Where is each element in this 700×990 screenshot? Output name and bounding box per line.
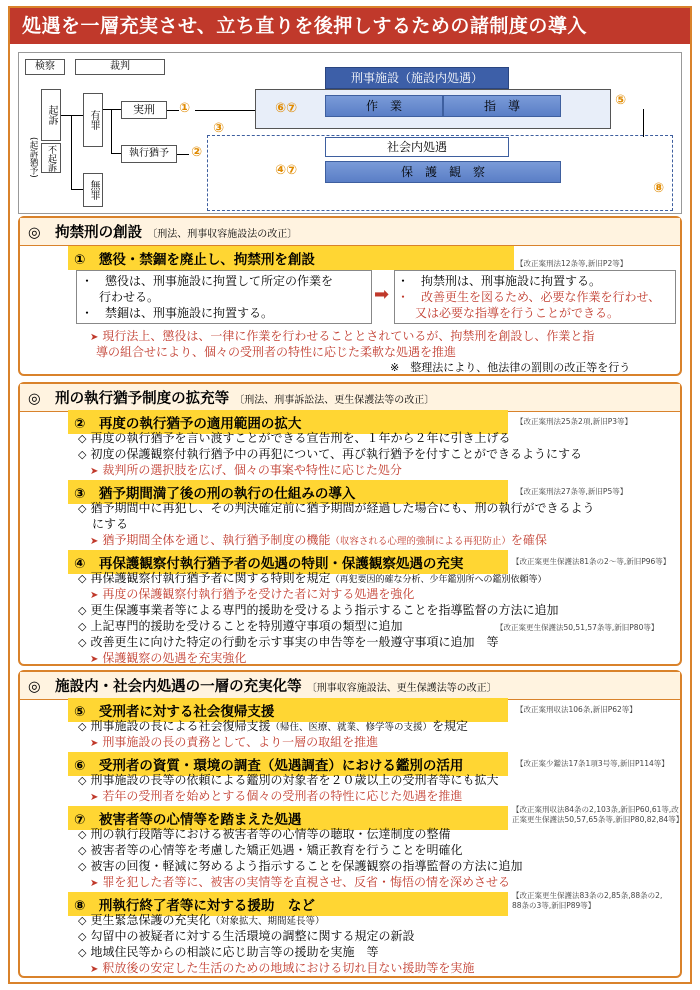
marker-3: ③	[213, 121, 225, 136]
item-2-3: ➤ 裁判所の選択肢を広げ、個々の事案や特性に応じた処分	[90, 463, 402, 477]
item-8-4: ➤ 釈放後の安定した生活のための地域における切れ目ない援助等を実施	[90, 961, 475, 975]
ref-6: 【改正案少鑑法17条1項3号等,新旧P114等】	[516, 759, 669, 768]
old-law-box	[76, 270, 372, 324]
item-4-2: ➤ 再度の保護観察付執行猶予を受けた者に対する処遇を強化	[90, 587, 415, 601]
section-shogu-title: ◎ 施設内・社会内処遇の一層の充実化等	[28, 679, 302, 695]
item-4-3: ◇ 更生保護事業者等による専門的援助を受けるよう指示することを指導監督の方法に追加	[78, 603, 559, 617]
item-5-1-text: 刑事施設の長による社会復帰支援	[90, 719, 271, 733]
shido-bar: 指 導	[443, 95, 561, 117]
item-2-1: ◇ 再度の執行猶予を言い渡すことができる宣告刑を、１年から２年に引き上げる	[78, 431, 511, 445]
item-4-6: ➤ 保護観察の処遇を充実強化	[90, 651, 247, 665]
item-3-1b: にする	[92, 517, 129, 531]
kensatsu-label: 検察	[25, 59, 65, 75]
item-2-3-text: 裁判所の選択肢を広げ、個々の事案や特性に応じた処分	[102, 463, 402, 477]
section-shikkouyuyo-title: ◎ 刑の執行猶予制度の拡充等	[28, 391, 230, 407]
item-2-2: ◇ 初度の保護観察付執行猶予中の再犯について、再び執行猶予を付すことができるようにする	[78, 447, 582, 461]
heading-2: ② 再度の執行猶予の適用範囲の拡大	[68, 410, 508, 434]
fukiso-sub: (起訴猶予)	[28, 137, 38, 178]
item-8-2: ◇ 勾留中の被疑者に対する生活環境の調整に関する規定の新設	[78, 929, 415, 943]
note-2: ※ 整理法により、他法律の罰則の改正等を行う	[390, 361, 631, 374]
ref-1: 【改正案刑法12条等,新旧P2等】	[516, 259, 628, 268]
section-shogu-law: 〔刑事収容施設法、更生保護法等の改正〕	[306, 683, 497, 694]
page-title: 処遇を一層充実させ、立ち直りを後押しするための諸制度の導入	[10, 8, 690, 44]
marker-47: ④⑦	[275, 163, 298, 178]
page-frame	[8, 6, 692, 984]
item-5-1: ◇ 刑事施設の長による社会復帰支援（帰住、医療、就業、修学等の支援）を規定	[78, 719, 469, 733]
item-8-1: ◇ 更生緊急保護の充実化（対象拡大、期間延長等）	[78, 913, 325, 927]
section-kokinkei	[18, 216, 682, 376]
item-2-1-text: 再度の執行猶予を言い渡すことができる宣告刑を、１年から２年に引き上げる	[90, 431, 511, 445]
section-shikkouyuyo-law: 〔刑法、刑事訴訟法、更生保護法等の改正〕	[234, 395, 435, 406]
item-8-3: ◇ 地域住民等からの相談に応じ助言等の援助を実施 等	[78, 945, 379, 959]
new-law-line-2b: 又は必要な指導を行うことができる。	[415, 306, 620, 320]
shikkouyuyo-box: 執行猶予	[121, 145, 177, 163]
sagyo-bar: 作 業	[325, 95, 443, 117]
ref-4: 【改正案更生保護法81条の2〜等,新旧P96等】	[512, 557, 671, 566]
item-7-1: ◇ 刑の執行段階等における被害者等の心情等の聴取・伝達制度の整備	[78, 827, 451, 841]
marker-8: ⑧	[653, 181, 665, 196]
heading-4: ④ 再保護観察付執行猶予者の処遇の特則・保護観察処遇の充実	[68, 550, 508, 574]
saiban-label: 裁判	[75, 59, 165, 75]
marker-67a: ⑥⑦	[275, 101, 298, 116]
item-4-1-sub: （再犯要因的確な分析、少年鑑別所への鑑別依頼等）	[330, 575, 547, 585]
ref-7: 【改正案刑収法84条の2,103条,新旧P60,61等,改	[512, 805, 679, 814]
section-shogu-heading	[20, 672, 680, 700]
section-kokinkei-law: 〔刑法、刑事収容施設法の改正〕	[147, 229, 298, 240]
old-law-line-1b: 行わせる。	[99, 290, 160, 304]
item-8-1-sub: （対象拡大、期間延長等）	[210, 916, 325, 927]
item-4-6-text: 保護観察の処遇を充実強化	[102, 651, 247, 665]
ref-8b: 88条の3等,新旧P89等】	[512, 901, 596, 910]
item-3-2-sub: （収容される心理的強制による再犯防止）	[330, 536, 511, 547]
item-7-2: ◇ 被害者等の心情等を考慮した矯正処遇・矯正教育を行うことを明確化	[78, 843, 463, 857]
item-7-4-text: 罪を犯した者等に、被害の実情等を直視させ、反省・悔悟の情を深めさせる	[102, 875, 511, 889]
section-shikkouyuyo	[18, 382, 682, 666]
item-4-4-text: 上記専門的援助を受けることを特別遵守事項の類型に追加	[90, 619, 403, 633]
jikkei-box: 実刑	[121, 101, 167, 119]
right-arrow-icon: ➡	[374, 284, 390, 305]
section-shogu	[18, 670, 682, 978]
heading-3: ③ 猶予期間満了後の刑の執行の仕組みの導入	[68, 480, 508, 504]
old-law-line-1: ・ 懲役は、刑事施設に拘置して所定の作業を	[81, 274, 334, 288]
ref-8: 【改正案更生保護法83条の2,85条,88条の2,	[512, 891, 663, 900]
ref-2: 【改正案刑法25条2項,新旧P3等】	[516, 417, 632, 426]
item-5-2: ➤ 刑事施設の長の責務として、より一層の取組を推進	[90, 735, 379, 749]
process-diagram	[18, 52, 682, 214]
item-3-2: ➤ 猶予期間全体を通じ、執行猶予制度の機能（収容される心理的強制による再犯防止）を確保	[90, 533, 547, 547]
item-6-2-text: 若年の受刑者を始めとする個々の受刑者の特性に応じた処遇を推進	[102, 789, 463, 803]
item-3-1-text: 猶予期間中に再犯し、その判決確定前に猶予期間が経過した場合にも、刑の執行ができるよう	[90, 501, 595, 515]
item-8-1-text: 更生緊急保護の充実化	[90, 913, 211, 927]
item-6-1: ◇ 刑事施設の長等の依頼による鑑別の対象者を２０歳以上の受刑者等にも拡大	[78, 773, 499, 787]
item-7-3: ◇ 被害の回復・軽減に努めるよう指示することを保護観察の指導監督の方法に追加	[78, 859, 523, 873]
old-law-line-2: ・ 禁錮は、刑事施設に拘置する。	[81, 306, 274, 320]
new-law-box	[394, 270, 676, 324]
marker-5: ⑤	[615, 93, 627, 108]
item-8-4-text: 釈放後の安定した生活のための地域における切れ目ない援助等を実施	[102, 961, 475, 975]
item-4-3-text: 更生保護事業者等による専門的援助を受けるよう指示することを指導監督の方法に追加	[90, 603, 559, 617]
item-6-1-text: 刑事施設の長等の依頼による鑑別の対象者を２０歳以上の受刑者等にも拡大	[90, 773, 499, 787]
marker-2: ②	[191, 145, 203, 160]
heading-5: ⑤ 受刑者に対する社会復帰支援	[68, 698, 508, 722]
note-1-text: 現行法上、懲役は、一律に作業を行わせることとされているが、拘禁刑を創設し、作業と指	[102, 329, 595, 343]
new-law-line-1: ・ 拘禁刑は、刑事施設に拘置する。	[397, 274, 602, 288]
item-6-2: ➤ 若年の受刑者を始めとする個々の受刑者の特性に応じた処遇を推進	[90, 789, 463, 803]
item-4-1: ◇ 再保護観察付執行猶予者に関する特則を規定（再犯要因的確な分析、少年鑑別所への鑑別依頼等）	[78, 571, 547, 585]
yuzai-box: 有罪	[83, 93, 103, 147]
item-4-5-text: 改善更生に向けた特定の行動を示す事実の申告等を一般遵守事項に追加 等	[90, 635, 499, 649]
ref-7b: 正案更生保護法50,57,65条等,新旧P80,82,84等】	[512, 815, 684, 824]
item-2-2-text: 初度の保護観察付執行猶予中の再犯について、再び執行猶予を付すことができるようにする	[90, 447, 582, 461]
section-kokinkei-title: ◎ 拘禁刑の創設	[28, 225, 143, 241]
muzai-box: 無罪	[83, 173, 103, 207]
item-5-1-end: を規定	[432, 719, 469, 733]
note-1b: 導の組合せにより、個々の受刑者の特性に応じた柔軟な処遇を推進	[96, 345, 457, 359]
item-7-1-text: 刑の執行段階等における被害者等の心情等の聴取・伝達制度の整備	[90, 827, 451, 841]
item-3-2-text: 猶予期間全体を通じ、執行猶予制度の機能	[102, 533, 331, 547]
item-8-3-text: 地域住民等からの相談に応じ助言等の援助を実施 等	[90, 945, 379, 959]
note-arrow-icon: ➤	[90, 332, 99, 343]
item-5-1-sub: （帰住、医療、就業、修学等の支援）	[270, 722, 432, 733]
keiji-shisetsu-header: 刑事施設（施設内処遇）	[325, 67, 509, 89]
item-4-4: ◇ 上記専門的援助を受けることを特別遵守事項の類型に追加	[78, 619, 403, 633]
item-3-1: ◇ 猶予期間中に再犯し、その判決確定前に猶予期間が経過した場合にも、刑の執行ができるよう	[78, 501, 595, 515]
hogokansatsu-bar: 保 護 観 察	[325, 161, 561, 183]
heading-6: ⑥ 受刑者の資質・環境の調査（処遇調査）における鑑別の活用	[68, 752, 508, 776]
section-shikkouyuyo-heading	[20, 384, 680, 412]
fukiso-box: 不起訴	[41, 143, 61, 173]
new-law-line-2: ・ 改善更生を図るため、必要な作業を行わせ、	[397, 290, 661, 304]
ref-4b: 【改正案更生保護法50,51,57条等,新旧P80等】	[496, 623, 659, 632]
section-kokinkei-heading	[20, 218, 680, 246]
item-8-2-text: 勾留中の被疑者に対する生活環境の調整に関する規定の新設	[90, 929, 415, 943]
kiso-box: 起訴	[41, 89, 61, 141]
heading-7: ⑦ 被害者等の心情等を踏まえた処遇	[68, 806, 508, 830]
ref-3: 【改正案刑法27条等,新旧P5等】	[516, 487, 628, 496]
marker-1: ①	[179, 101, 191, 116]
heading-1: ① 懲役・禁錮を廃止し、拘禁刑を創設	[68, 246, 514, 270]
shakainai-label: 社会内処遇	[325, 137, 509, 157]
item-7-2-text: 被害者等の心情等を考慮した矯正処遇・矯正教育を行うことを明確化	[90, 843, 463, 857]
item-7-3-text: 被害の回復・軽減に努めるよう指示することを保護観察の指導監督の方法に追加	[90, 859, 523, 873]
item-3-2-end: を確保	[510, 533, 547, 547]
heading-8: ⑧ 刑執行終了者等に対する援助 など	[68, 892, 508, 916]
ref-5: 【改正案刑収法106条,新旧P62等】	[516, 705, 637, 714]
item-4-5: ◇ 改善更生に向けた特定の行動を示す事実の申告等を一般遵守事項に追加 等	[78, 635, 499, 649]
item-4-1-text: 再保護観察付執行猶予者に関する特則を規定	[90, 571, 331, 585]
item-7-4: ➤ 罪を犯した者等に、被害の実情等を直視させ、反省・悔悟の情を深めさせる	[90, 875, 511, 889]
item-4-2-text: 再度の保護観察付執行猶予を受けた者に対する処遇を強化	[102, 587, 415, 601]
item-5-2-text: 刑事施設の長の責務として、より一層の取組を推進	[102, 735, 379, 749]
